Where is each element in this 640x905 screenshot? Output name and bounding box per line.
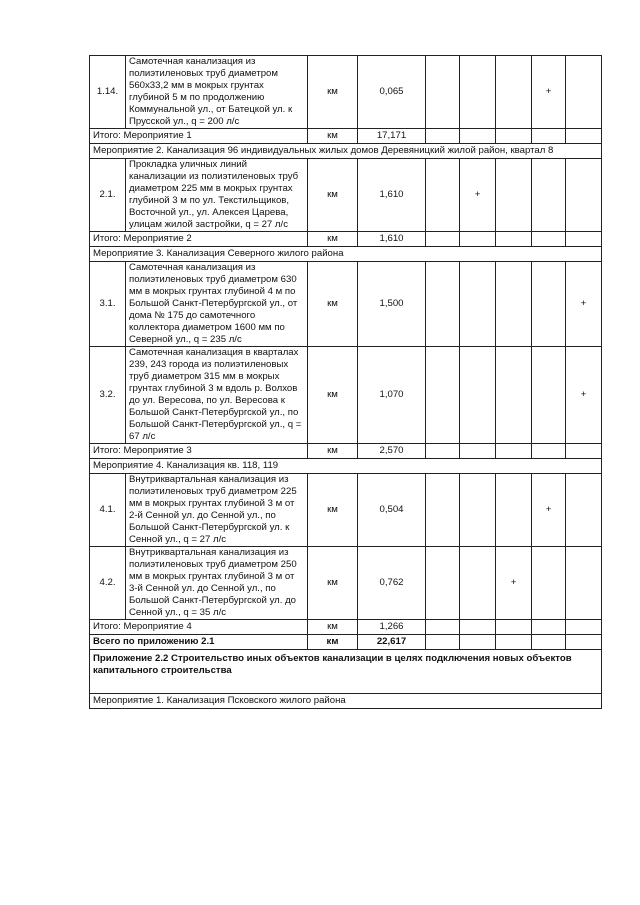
subtotal-length: 2,570	[358, 444, 426, 459]
item-unit: км	[308, 474, 358, 547]
item-unit: км	[308, 56, 358, 129]
year-mark	[460, 262, 496, 347]
subtotal-unit: км	[308, 444, 358, 459]
subtotal-label: Итого: Мероприятие 3	[90, 444, 308, 459]
empty-cell	[460, 444, 496, 459]
empty-cell	[566, 232, 602, 247]
year-mark	[566, 547, 602, 620]
item-length: 1,070	[358, 347, 426, 444]
subtotal-unit: км	[308, 635, 358, 650]
year-mark: +	[566, 347, 602, 444]
item-length: 1,500	[358, 262, 426, 347]
empty-cell	[426, 232, 460, 247]
empty-cell	[566, 444, 602, 459]
subtotal-label: Итого: Мероприятие 1	[90, 129, 308, 144]
subtotal-length: 1,266	[358, 620, 426, 635]
year-mark	[460, 347, 496, 444]
item-length: 0,504	[358, 474, 426, 547]
empty-cell	[460, 620, 496, 635]
empty-cell	[532, 635, 566, 650]
year-mark	[460, 547, 496, 620]
year-mark	[426, 159, 460, 232]
subtotal-length: 22,617	[358, 635, 426, 650]
measure-heading: Мероприятие 3. Канализация Северного жилого района	[90, 247, 602, 262]
year-mark	[496, 56, 532, 129]
subtotal-label: Итого: Мероприятие 4	[90, 620, 308, 635]
item-description: Самотечная канализация из полиэтиленовых труб диаметром 560х33,2 мм в мокрых грунтах глубиной 5 м по продолжению Коммунальной ул., от Батецкой ул. к Прусской ул., q = 200 л/с	[126, 56, 308, 129]
year-mark	[566, 56, 602, 129]
grand-total-row	[90, 635, 602, 650]
item-row	[90, 474, 602, 547]
item-number: 3.1.	[90, 262, 126, 347]
subtotal-unit: км	[308, 129, 358, 144]
subtotal-unit: км	[308, 620, 358, 635]
year-mark	[426, 474, 460, 547]
year-mark	[532, 159, 566, 232]
item-row	[90, 56, 602, 129]
year-mark	[460, 474, 496, 547]
empty-cell	[460, 232, 496, 247]
item-unit: км	[308, 547, 358, 620]
measure-header-row	[90, 459, 602, 474]
item-number: 3.2.	[90, 347, 126, 444]
year-mark	[426, 262, 460, 347]
empty-cell	[426, 620, 460, 635]
appendix-section-row	[90, 650, 602, 694]
year-mark: +	[460, 159, 496, 232]
empty-cell	[496, 620, 532, 635]
empty-cell	[496, 635, 532, 650]
item-unit: км	[308, 262, 358, 347]
empty-cell	[496, 129, 532, 144]
year-mark	[496, 474, 532, 547]
year-mark	[426, 347, 460, 444]
item-description: Внутриквартальная канализация из полиэтиленовых труб диаметром 250 мм в мокрых грунтах глубиной 3 м от 3-й Сенной ул. до Сенной ул., по Большой Санкт-Петербургской ул. до Сенной ул., q = 35 л/с	[126, 547, 308, 620]
year-mark	[496, 262, 532, 347]
year-mark: +	[532, 56, 566, 129]
year-mark: +	[496, 547, 532, 620]
appendix-heading: Приложение 2.2 Строительство иных объектов канализации в целях подключения новых объектов капитального строительства	[90, 650, 602, 694]
subtotal-label: Итого: Мероприятие 2	[90, 232, 308, 247]
measure-header-row	[90, 694, 602, 709]
measure-heading: Мероприятие 2. Канализация 96 индивидуальных жилых домов Деревяницкий жилой район, квартал 8	[90, 144, 602, 159]
empty-cell	[532, 444, 566, 459]
item-unit: км	[308, 159, 358, 232]
empty-cell	[496, 444, 532, 459]
empty-cell	[532, 620, 566, 635]
item-description: Прокладка уличных линий канализации из полиэтиленовых труб диаметром 225 мм в мокрых грунтах глубиной 3 м по ул. Текстильщиков, Восточной ул., ул. Алексея Царева, улицам жилой застройки, q = 27 л/с	[126, 159, 308, 232]
empty-cell	[426, 444, 460, 459]
subtotal-length: 1,610	[358, 232, 426, 247]
item-description: Внутриквартальная канализация из полиэтиленовых труб диаметром 225 мм в мокрых грунтах глубиной 3 м от 2-й Сенной ул. до Сенной ул., по Большой Санкт-Петербургской ул. к Сенной ул., q = 27 л/с	[126, 474, 308, 547]
year-mark	[566, 474, 602, 547]
empty-cell	[426, 635, 460, 650]
item-row	[90, 262, 602, 347]
empty-cell	[532, 129, 566, 144]
item-description: Самотечная канализация из полиэтиленовых труб диаметром 630 мм в мокрых грунтах глубиной 4 м по Большой Санкт-Петербургской ул., от дома № 175 до самотечного коллектора диаметром 1600 мм по Северной ул., q = 235 л/с	[126, 262, 308, 347]
year-mark	[566, 159, 602, 232]
empty-cell	[566, 620, 602, 635]
item-length: 0,762	[358, 547, 426, 620]
measure-heading: Мероприятие 4. Канализация кв. 118, 119	[90, 459, 602, 474]
item-unit: км	[308, 347, 358, 444]
measure-heading: Мероприятие 1. Канализация Псковского жилого района	[90, 694, 602, 709]
empty-cell	[496, 232, 532, 247]
year-mark	[426, 56, 460, 129]
year-mark	[532, 262, 566, 347]
item-number: 4.1.	[90, 474, 126, 547]
item-length: 0,065	[358, 56, 426, 129]
measure-header-row	[90, 247, 602, 262]
empty-cell	[566, 635, 602, 650]
subtotal-row	[90, 620, 602, 635]
year-mark	[532, 547, 566, 620]
year-mark: +	[532, 474, 566, 547]
item-length: 1,610	[358, 159, 426, 232]
subtotal-row	[90, 129, 602, 144]
subtotal-unit: км	[308, 232, 358, 247]
measures-table	[89, 55, 602, 709]
year-mark	[460, 56, 496, 129]
empty-cell	[426, 129, 460, 144]
year-mark	[496, 347, 532, 444]
measure-header-row	[90, 144, 602, 159]
item-number: 2.1.	[90, 159, 126, 232]
subtotal-label: Всего по приложению 2.1	[90, 635, 308, 650]
year-mark	[426, 547, 460, 620]
subtotal-length: 17,171	[358, 129, 426, 144]
item-row	[90, 547, 602, 620]
year-mark	[532, 347, 566, 444]
year-mark	[496, 159, 532, 232]
empty-cell	[460, 635, 496, 650]
subtotal-row	[90, 444, 602, 459]
item-row	[90, 347, 602, 444]
empty-cell	[460, 129, 496, 144]
item-row	[90, 159, 602, 232]
item-description: Самотечная канализация в кварталах 239, 243 города из полиэтиленовых труб диаметром 315 мм в мокрых грунтах глубиной 3 м вдоль р. Волхов до ул. Вересова, по ул. Вересова к Большой Санкт-Петербургской ул., по Большой Санкт-Петербургской ул., q = 67 л/с	[126, 347, 308, 444]
empty-cell	[532, 232, 566, 247]
item-number: 4.2.	[90, 547, 126, 620]
item-number: 1.14.	[90, 56, 126, 129]
subtotal-row	[90, 232, 602, 247]
year-mark: +	[566, 262, 602, 347]
empty-cell	[566, 129, 602, 144]
